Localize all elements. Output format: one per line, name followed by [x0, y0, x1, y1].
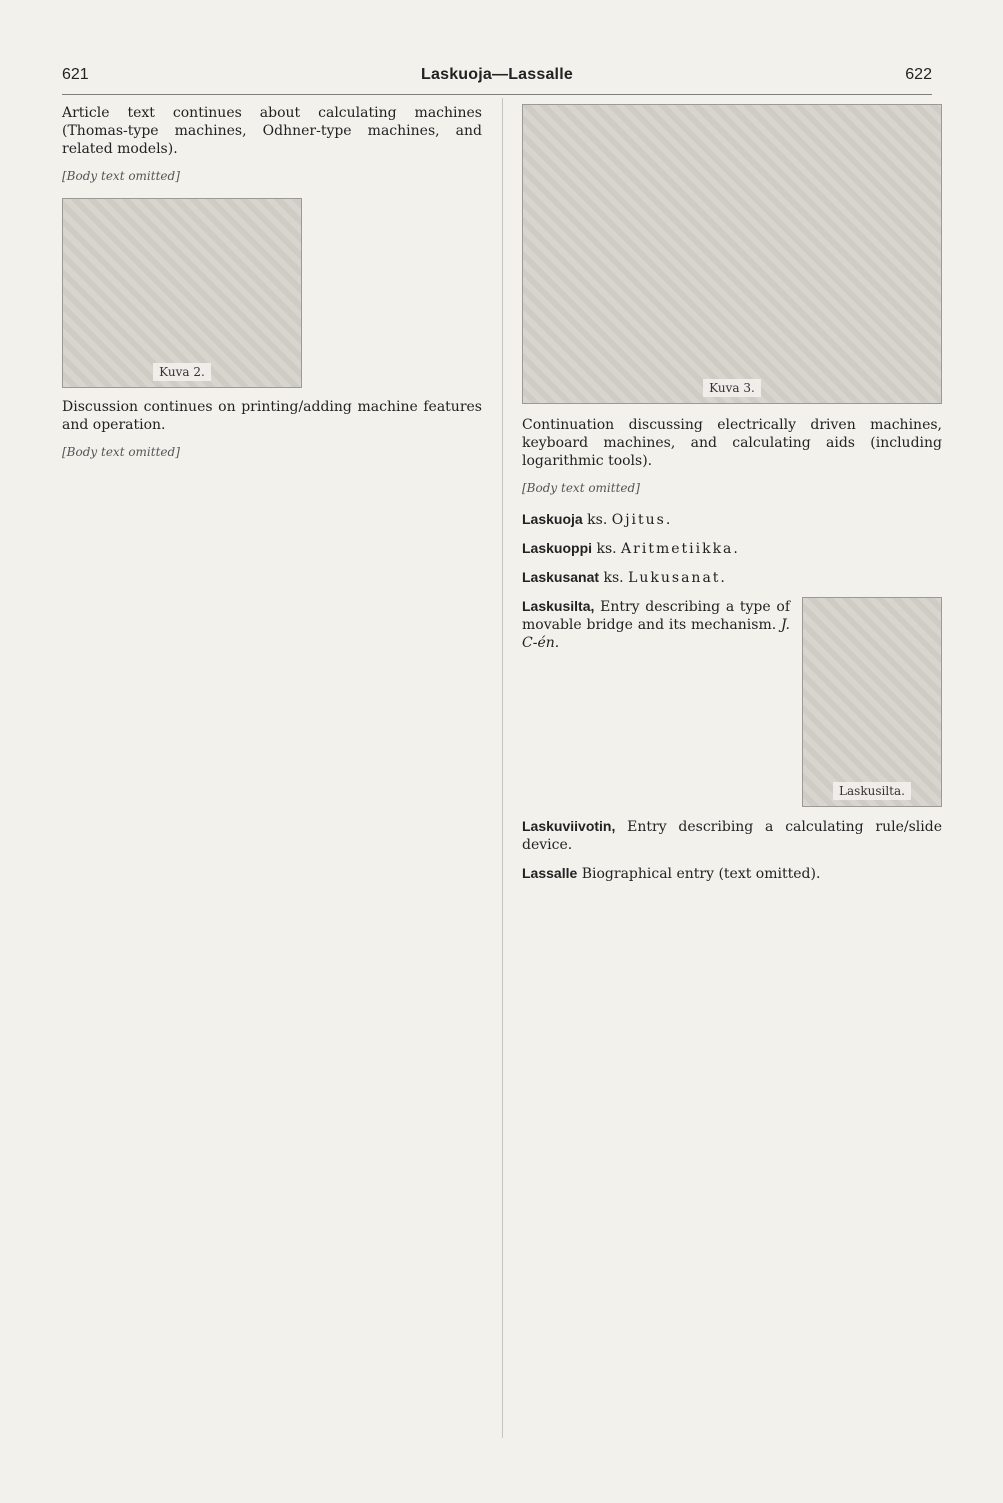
right-column: [522, 104, 942, 893]
headword: Lassalle: [522, 865, 578, 881]
see-also-ref: Ojitus.: [611, 512, 673, 528]
headword: Laskuoppi: [522, 540, 593, 556]
left-note-2: [Body text omitted]: [62, 445, 180, 459]
entry-signature: J. C-én.: [522, 617, 790, 651]
header-rule: [62, 94, 932, 95]
page-number-left: 621: [62, 66, 89, 83]
figure-kuva-3: [522, 104, 942, 404]
right-summary-1: Continuation discussing electrically driven machines, keyboard machines, and calculating aids (including logarithmic tools).: [522, 417, 942, 469]
headword: Laskusanat: [522, 569, 600, 585]
entry-summary: Biographical entry (text omitted).: [581, 866, 821, 882]
page-title: Laskuoja—Lassalle: [421, 66, 573, 83]
left-column: [62, 104, 482, 474]
laskusilta-block: [522, 597, 942, 807]
figure-laskusilta: [802, 597, 942, 807]
left-note-1: [Body text omitted]: [62, 169, 180, 183]
see-also-ref: Lukusanat.: [628, 570, 727, 586]
right-note-1: [Body text omitted]: [522, 481, 640, 495]
page-header: [62, 60, 932, 90]
column-separator: [502, 98, 503, 1438]
left-summary-1: Article text continues about calculating machines (Thomas-type machines, Odhner-type machines, and related models).: [62, 105, 482, 157]
entry-laskuoja: [522, 510, 942, 529]
see-also-text: ks.: [603, 570, 624, 586]
figure-caption: Laskusilta.: [833, 782, 911, 800]
figure-kuva-2: [62, 198, 302, 388]
entry-laskusilta: [522, 597, 790, 662]
page: [62, 60, 942, 1460]
headword: Laskuoja: [522, 511, 583, 527]
left-summary-2: Discussion continues on printing/adding machine features and operation.: [62, 399, 482, 433]
entry-lassalle: [522, 864, 942, 883]
entry-summary: Entry describing a type of movable bridge and its mechanism.: [522, 599, 790, 633]
entry-laskuviivotin: [522, 817, 942, 854]
entry-summary: Entry describing a calculating rule/slide device.: [522, 819, 942, 853]
entry-laskusanat: [522, 568, 942, 587]
see-also-text: ks.: [587, 512, 608, 528]
page-number-right: 622: [905, 66, 932, 83]
entry-laskusilta-text: [522, 597, 790, 652]
headword: Laskuviivotin,: [522, 818, 616, 834]
entry-laskuoppi: [522, 539, 942, 558]
see-also-ref: Aritmetiikka.: [621, 541, 740, 557]
figure-caption: Kuva 2.: [153, 363, 211, 381]
see-also-text: ks.: [596, 541, 617, 557]
headword: Laskusilta,: [522, 598, 595, 614]
figure-caption: Kuva 3.: [703, 379, 761, 397]
